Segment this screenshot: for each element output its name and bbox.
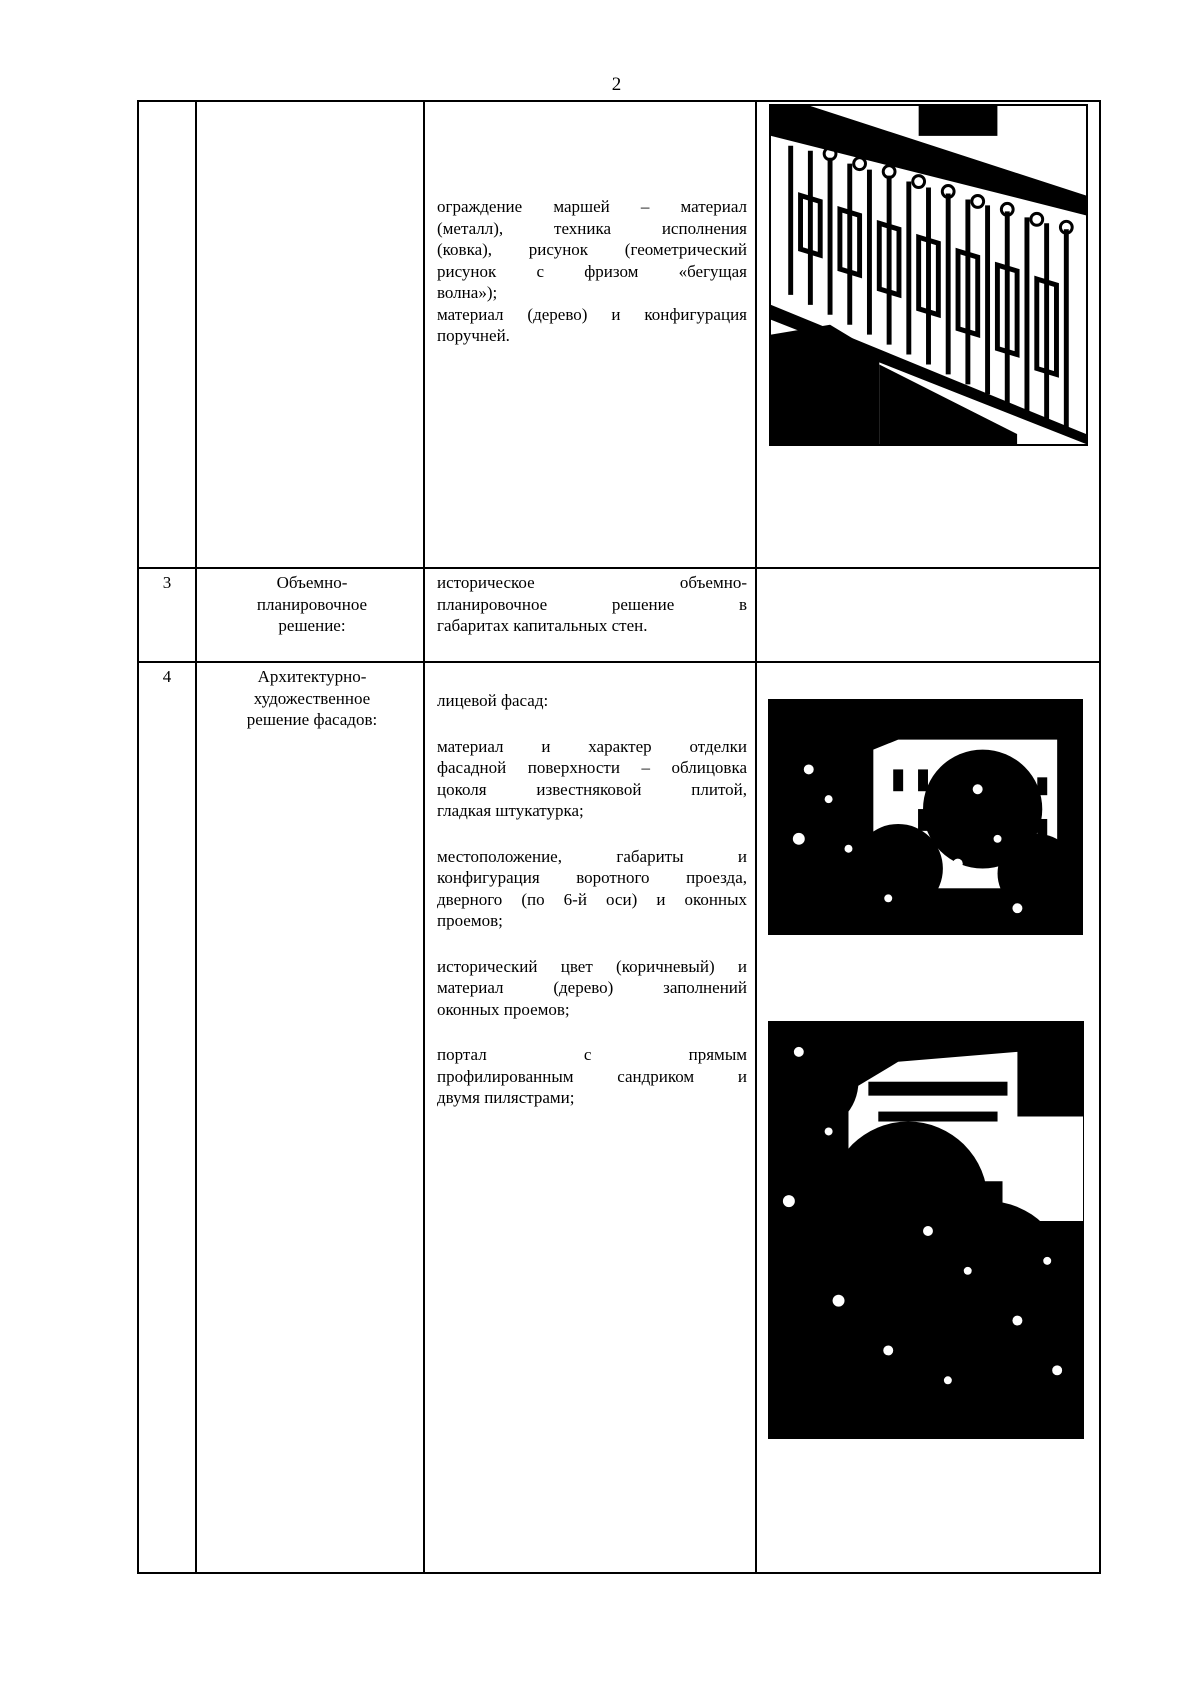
row3-number: 3 bbox=[162, 573, 172, 592]
table-divider-3 bbox=[755, 100, 757, 1574]
table-border-bottom bbox=[137, 1572, 1101, 1574]
table-divider-1 bbox=[195, 100, 197, 1574]
row-divider-2 bbox=[137, 661, 1101, 663]
table-border-right bbox=[1099, 100, 1101, 1574]
table-border-left bbox=[137, 100, 139, 1574]
facade-photo bbox=[768, 699, 1083, 935]
row1-description: ограждение маршей – материал (металл), техника исполнения (ковка), рисунок (геометрический рисунок с фризом «бегущая волна»); материал (дерево) и конфигурация поручней. bbox=[437, 197, 747, 345]
row4-name: Архитектурно- художественное решение фасадов: bbox=[246, 667, 378, 729]
table-divider-2 bbox=[423, 100, 425, 1574]
row4-number: 4 bbox=[162, 667, 172, 686]
row3-name: Объемно- планировочное решение: bbox=[256, 573, 368, 635]
table-border-top bbox=[137, 100, 1101, 102]
row4-description: лицевой фасад: материал и характер отделки фасадной поверхности – облицовка цоколя известняковой плитой, гладкая штукатурка; местоположение, габариты и конфигурация воротного проезда, дверного (по 6-й оси) и оконных проемов; исторический цвет (коричневый) и материал (дерево) заполнений оконных проемов; портал с прямым профилированным сандриком и двумя пилястрами; bbox=[437, 691, 747, 1107]
portal-photo bbox=[768, 1021, 1084, 1439]
row-divider-1 bbox=[137, 567, 1101, 569]
page-number: 2 bbox=[611, 74, 622, 95]
stair-railing-photo bbox=[769, 104, 1088, 446]
row3-description: историческое объемно- планировочное решение в габаритах капитальных стен. bbox=[437, 573, 747, 635]
